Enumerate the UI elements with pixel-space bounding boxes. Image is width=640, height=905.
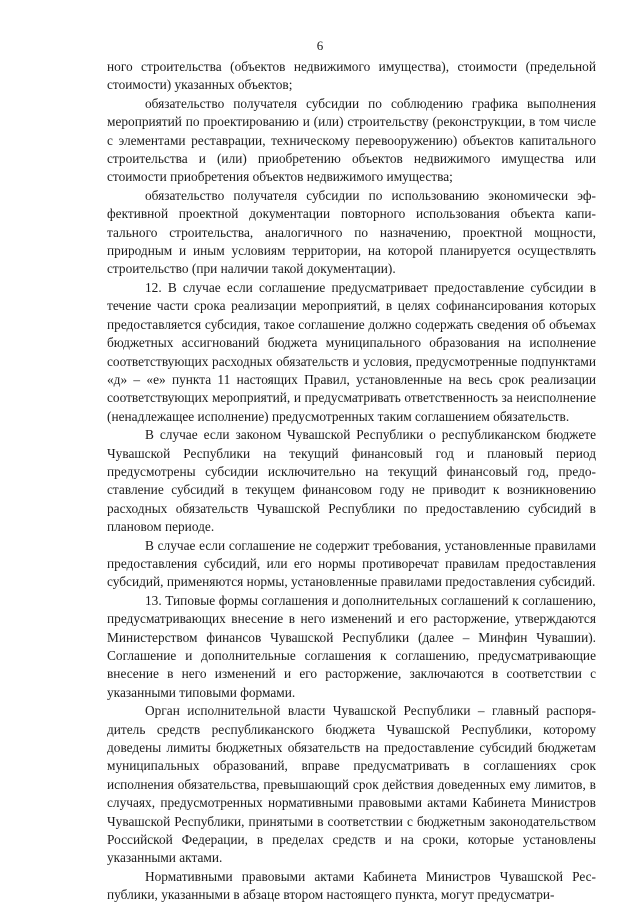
paragraph-item-12: 12. В случае если соглашение предусматривает предоставление субсидии в течение части срока реализации мероприятий, в целях софинансирования которых предоставляется субсидия, такое соглашение должно содержать сведения об объемах бюджетных ассигнований бюджета муниципального образования на исполнение соответствующих расходных обязательств и условия, предусмотренные подпунктами «д» – «е» пункта 11 настоящих Правил, установленные на весь срок реализации соответствующих мероприятий, и предусматривать ответственность за неисполнение (ненадлежащее исполнение) предусмотренных таким соглашением обязательств. [107,279,596,424]
paragraph-agreement-requirements: В случае если соглашение не содержит требования, установленные правилами предоставления субсидий, или его нормы противоречат правилам предоставления субсидий, применяются нормы, установленные правилами предоставления субсидий. [107,537,596,590]
paragraph-item-13: 13. Типовые формы соглашения и дополнительных соглашений к соглашению, предусматривающих внесение в него изменений и его расторжение, утверждаются Министерством финансов Чувашской Республики (далее – Минфин Чувашии). Соглашение и дополнительные соглашения к соглашению, предусматривающие внесение в него изменений и его расторжение, заключаются в соответствии с указанными типовыми формами. [107,592,596,700]
page-number: 6 [316,38,324,53]
paragraph-design-documentation-obligation: обязательство получателя субсидии по использованию экономически эффективной проектной документации повторного использования объекта капитального строительства, аналогичного по назначению, проектной мощности, природным и иным условиям территории, на которой планируется осуществлять строительство (при наличии такой документации). [107,187,596,277]
paragraph-continuation: ного строительства (объектов недвижимого имущества), стоимости (предельной стоимости) указанных объектов; [107,59,596,93]
paragraph-executive-authority: Орган исполнительной власти Чувашской Республики – главный распорядитель средств республиканского бюджета Чувашской Республики, которому доведены лимиты бюджетных обязательств на предоставление субсидий бюджетам муниципальных образований, вправе предусматривать в соглашениях срок исполнения обязательства, превышающий срок действия доведенных ему лимитов, в случаях, предусмотренных нормативными правовыми актами Кабинета Министров Чувашской Республики, принятыми в соответствии с бюджетным законодательством Российской Федерации, в пределах средств и на сроки, которые установлены указанными актами. [107,703,596,866]
document-body [107,58,596,905]
paragraph-normative-acts: Нормативными правовыми актами Кабинета Министров Чувашской Республики, указанными в абзаце втором настоящего пункта, могут предусматри- [107,868,596,903]
paragraph-current-year-subsidies: В случае если законом Чувашской Республики о республиканском бюджете Чувашской Республики на текущий финансовый год и плановый период предусмотрены субсидии исключительно на текущий финансовый год, предоставление субсидий в текущем финансовом году не приводит к возникновению расходных обязательств Чувашской Республики по предоставлению субсидий в плановом периоде. [107,427,596,535]
paragraph-schedule-obligation: обязательство получателя субсидии по соблюдению графика выполнения мероприятий по проектированию и (или) строительству (реконструкции, в том числе с элементами реставрации, техническому перевооружению) объектов капитального строительства и (или) приобретению объектов недвижимого имущества или стоимости приобретения объектов недвижимого имущества; [107,95,596,185]
